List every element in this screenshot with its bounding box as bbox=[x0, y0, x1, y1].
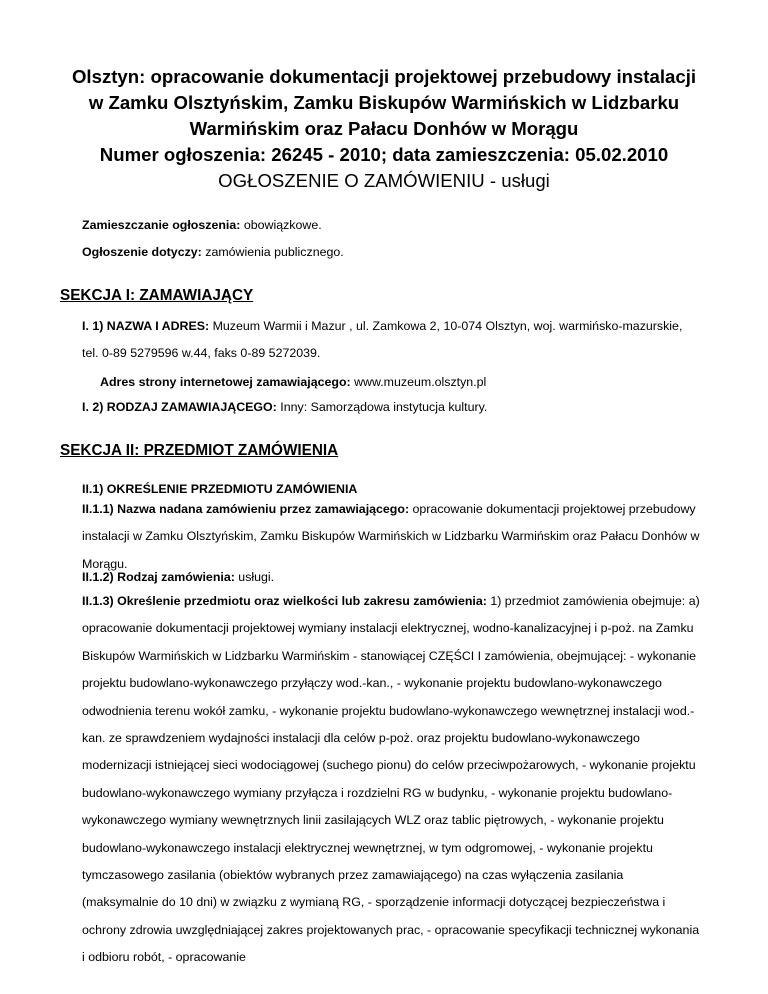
nazwa-adres-label: I. 1) NAZWA I ADRES: bbox=[82, 319, 210, 333]
okreslenie-heading-text: II.1) OKREŚLENIE PRZEDMIOTU ZAMÓWIENIA bbox=[82, 482, 358, 496]
nazwa-zamowienia-value: opracowanie dokumentacji projektowej przebudowy instalacji w Zamku Olsztyńskim, Zamku Biskupów Warmińskich w Lidzbarku Warmińskim oraz Pałacu Donhów w Morągu. bbox=[82, 502, 700, 571]
zamieszczanie-value: obowiązkowe. bbox=[240, 218, 322, 232]
title-line-2: w Zamku Olsztyńskim, Zamku Biskupów Warmińskich w Lidzbarku bbox=[88, 92, 680, 113]
przedmiot-zamowienia-value: 1) przedmiot zamówienia obejmuje: a) opracowanie dokumentacji projektowej wymiany instalacji elektrycznej, wodno-kanalizacyjnej i p-poż. na Zamku Biskupów Warmińskich w Lidzbarku Warmińskim - stanowiącej CZĘŚCI I zamówienia, obejmującej: - wykonanie projektu budowlano-wykonawczego przyłączy wod.-kan., - wykonanie projektu budowlano-wykonawczego odwodnienia terenu wokół zamku, - wykonanie projektu budowlano-wykonawczego wewnętrznej instalacji wod.-kan. ze sprawdzeniem wydajności instalacji dla celów p-poż. oraz projektu budowlano-wykonawczego modernizacji istniejącej sieci wodociągowej (suchego pionu) do celów przeciwpożarowych, - wykonanie projektu budowlano-wykonawczego wymiany przyłącza i rozdzielni RG w budynku, - wykonanie projektu budowlano-wykonawczego wymiany wewnętrznych linii zasilających WLZ oraz tablic piętrowych, - wykonanie projektu budowlano-wykonawczego instalacji elektrycznej wewnętrznej, w tym odgromowej, - wykonanie projektu tymczasowego zasilania (obiektów wybranych przez zamawiającego) na czas wyłączenia zasilania (maksymalnie do 10 dni) w związku z wymianą RG, - sporządzenie informacji dotyczącej bezpieczeństwa i ochrony zdrowia uwzględniającej zakres projektowanych prac, - opracowanie specyfikacji technicznej wykonania i odbioru robót, - opracowanie bbox=[82, 594, 700, 965]
section-2-heading: SEKCJA II: PRZEDMIOT ZAMÓWIENIA bbox=[60, 442, 339, 459]
dotyczy-label: Ogłoszenie dotyczy: bbox=[82, 245, 202, 259]
section-1-heading: SEKCJA I: ZAMAWIAJĄCY bbox=[60, 287, 254, 304]
www-label: Adres strony internetowej zamawiającego: bbox=[100, 375, 351, 389]
dotyczy-value: zamówienia publicznego. bbox=[201, 245, 344, 259]
rodzaj-zamawiajacego-value: Inny: Samorządowa instytucja kultury. bbox=[276, 400, 488, 414]
title-line-3: Warmińskim oraz Pałacu Donhów w Morągu bbox=[189, 118, 579, 139]
rodzaj-zamowienia-row bbox=[82, 569, 274, 585]
rodzaj-zamowienia-value: usługi. bbox=[234, 570, 275, 584]
zamieszczanie-row bbox=[82, 217, 322, 233]
title-line-4: Numer ogłoszenia: 26245 - 2010; data zamieszczenia: 05.02.2010 bbox=[99, 144, 669, 165]
www-value: www.muzeum.olsztyn.pl bbox=[350, 375, 487, 389]
document-subtitle: OGŁOSZENIE O ZAMÓWIENIU - usługi bbox=[218, 170, 550, 191]
rodzaj-zamawiajacego-row bbox=[82, 399, 487, 415]
przedmiot-zamowienia-row bbox=[82, 588, 702, 972]
dotyczy-row bbox=[82, 244, 344, 260]
title-line-1: Olsztyn: opracowanie dokumentacji projektowej przebudowy instalacji bbox=[71, 66, 697, 87]
nazwa-adres-value: Muzeum Warmii i Mazur , ul. Zamkowa 2, 10-074 Olsztyn, woj. warmińsko-mazurskie, tel. 0-89 5279596 w.44, faks 0-89 5272039. bbox=[82, 319, 683, 361]
okreslenie-heading bbox=[82, 481, 357, 497]
przedmiot-zamowienia-label: II.1.3) Określenie przedmiotu oraz wielkości lub zakresu zamówienia: bbox=[82, 594, 487, 608]
rodzaj-zamowienia-label: II.1.2) Rodzaj zamówienia: bbox=[82, 570, 235, 584]
www-row bbox=[100, 374, 486, 390]
zamieszczanie-label: Zamieszczanie ogłoszenia: bbox=[82, 218, 241, 232]
rodzaj-zamawiajacego-label: I. 2) RODZAJ ZAMAWIAJĄCEGO: bbox=[82, 400, 277, 414]
nazwa-zamowienia-row bbox=[82, 496, 702, 578]
nazwa-adres-row bbox=[82, 313, 702, 368]
nazwa-zamowienia-label: II.1.1) Nazwa nadana zamówieniu przez zamawiającego: bbox=[82, 502, 410, 516]
document-title bbox=[40, 64, 728, 194]
